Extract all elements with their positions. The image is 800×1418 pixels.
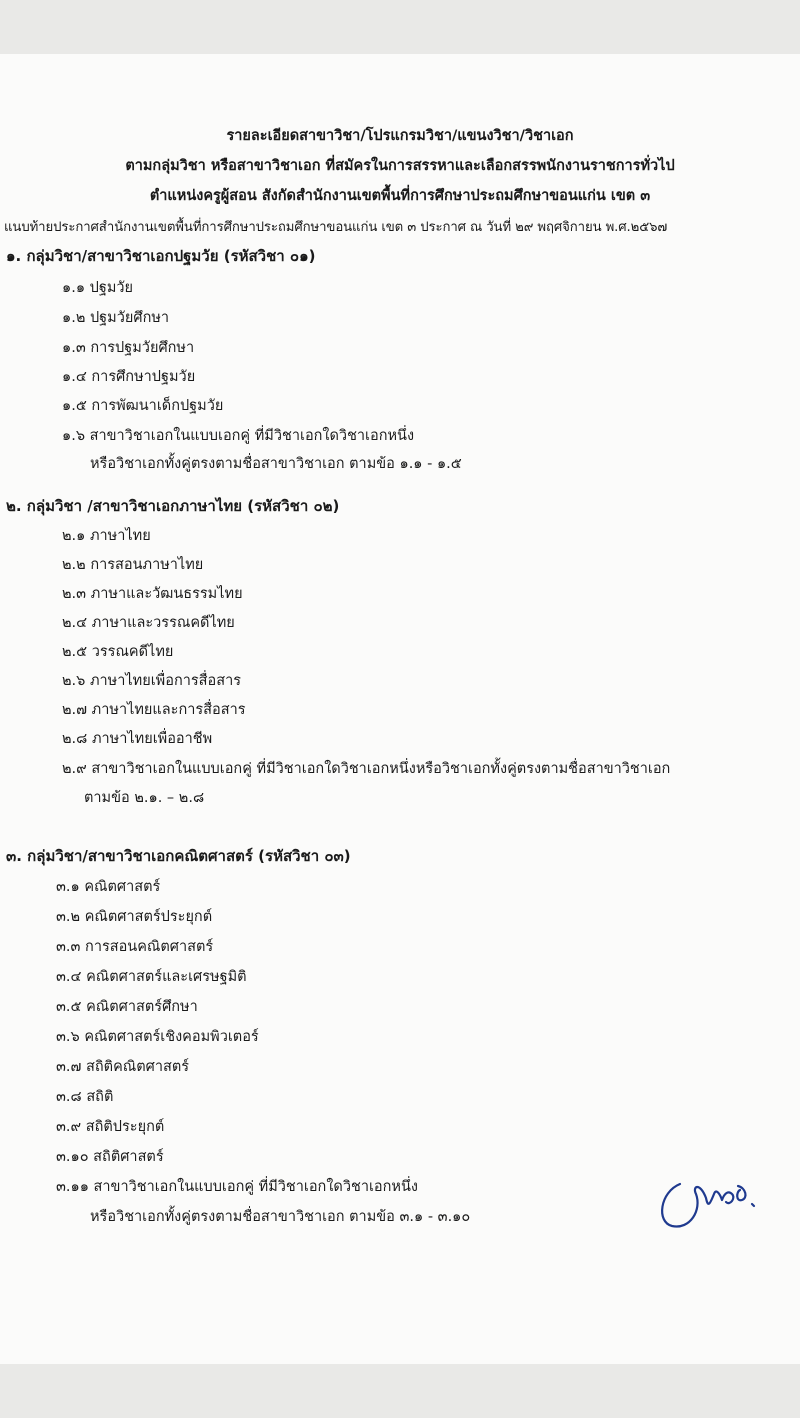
doc-title: รายละเอียดสาขาวิชา/โปรแกรมวิชา/แขนงวิชา/วิชาเอก: [226, 128, 574, 144]
doc-position-line: ตำแหน่งครูผู้สอน สังกัดสำนักงานเขตพื้นที่การศึกษาประถมศึกษาขอนแก่น เขต ๓: [149, 188, 651, 204]
list-item: ๓.๖ คณิตศาสตร์เชิงคอมพิวเตอร์: [56, 1029, 259, 1045]
list-item-continuation: ตามข้อ ๒.๑. – ๒.๘: [84, 790, 205, 806]
list-item: ๒.๑ ภาษาไทย: [62, 528, 151, 544]
list-item: ๑.๔ การศึกษาปฐมวัย: [62, 369, 196, 385]
list-item: ๑.๖ สาขาวิชาเอกในแบบเอกคู่ ที่มีวิชาเอกใดวิชาเอกหนึ่ง: [62, 428, 415, 444]
list-item: ๓.๒ คณิตศาสตร์ประยุกต์: [56, 909, 213, 925]
doc-attachment-note: แนบท้ายประกาศสำนักงานเขตพื้นที่การศึกษาประถมศึกษาขอนแก่น เขต ๓ ประกาศ ณ วันที่ ๒๙ พฤศจิกายน พ.ศ.๒๕๖๗: [4, 220, 668, 235]
list-item: ๒.๓ ภาษาและวัฒนธรรมไทย: [62, 586, 243, 602]
list-item-continuation: หรือวิชาเอกทั้งคู่ตรงตามชื่อสาขาวิชาเอก ตามข้อ ๑.๑ - ๑.๕: [90, 456, 462, 472]
list-item: ๑.๓ การปฐมวัยศึกษา: [62, 340, 195, 356]
list-item: ๓.๑๐ สถิติศาสตร์: [56, 1149, 164, 1165]
list-item: ๒.๒ การสอนภาษาไทย: [62, 557, 204, 573]
list-item: ๑.๑ ปฐมวัย: [62, 280, 134, 296]
list-item: ๒.๘ ภาษาไทยเพื่ออาชีพ: [62, 731, 213, 747]
list-item: ๑.๕ การพัฒนาเด็กปฐมวัย: [62, 398, 224, 414]
list-item: ๓.๔ คณิตศาสตร์และเศรษฐมิติ: [56, 969, 247, 985]
list-item: ๒.๖ ภาษาไทยเพื่อการสื่อสาร: [62, 673, 241, 689]
document-page: [0, 54, 800, 1364]
section-title: ๑. กลุ่มวิชา/สาขาวิชาเอกปฐมวัย (รหัสวิชา ๐๑): [6, 247, 316, 265]
list-item: ๓.๗ สถิติคณิตศาสตร์: [56, 1059, 190, 1075]
list-item: ๓.๕ คณิตศาสตร์ศึกษา: [56, 999, 198, 1015]
list-item: ๓.๙ สถิติประยุกต์: [56, 1119, 165, 1135]
signature-mark: [650, 1164, 770, 1244]
list-item: ๓.๑ คณิตศาสตร์: [56, 879, 161, 895]
list-item: ๒.๕ วรรณคดีไทย: [62, 644, 174, 660]
list-item: ๒.๙ สาขาวิชาเอกในแบบเอกคู่ ที่มีวิชาเอกใดวิชาเอกหนึ่งหรือวิชาเอกทั้งคู่ตรงตามชื่อสาขาวิชาเอก: [62, 761, 671, 777]
list-item: ๑.๒ ปฐมวัยศึกษา: [62, 310, 170, 326]
section-title: ๒. กลุ่มวิชา /สาขาวิชาเอกภาษาไทย (รหัสวิชา ๐๒): [6, 497, 340, 515]
list-item: ๓.๘ สถิติ: [56, 1089, 114, 1105]
section-title: ๓. กลุ่มวิชา/สาขาวิชาเอกคณิตศาสตร์ (รหัสวิชา ๐๓): [6, 847, 351, 865]
list-item-continuation: หรือวิชาเอกทั้งคู่ตรงตามชื่อสาขาวิชาเอก ตามข้อ ๓.๑ - ๓.๑๐: [90, 1209, 471, 1225]
list-item: ๓.๑๑ สาขาวิชาเอกในแบบเอกคู่ ที่มีวิชาเอกใดวิชาเอกหนึ่ง: [56, 1179, 418, 1195]
list-item: ๒.๔ ภาษาและวรรณคดีไทย: [62, 615, 235, 631]
list-item: ๒.๗ ภาษาไทยและการสื่อสาร: [62, 702, 246, 718]
doc-subtitle: ตามกลุ่มวิชา หรือสาขาวิชาเอก ที่สมัครในการสรรหาและเลือกสรรพนักงานราชการทั่วไป: [125, 158, 675, 174]
list-item: ๓.๓ การสอนคณิตศาสตร์: [56, 939, 214, 955]
